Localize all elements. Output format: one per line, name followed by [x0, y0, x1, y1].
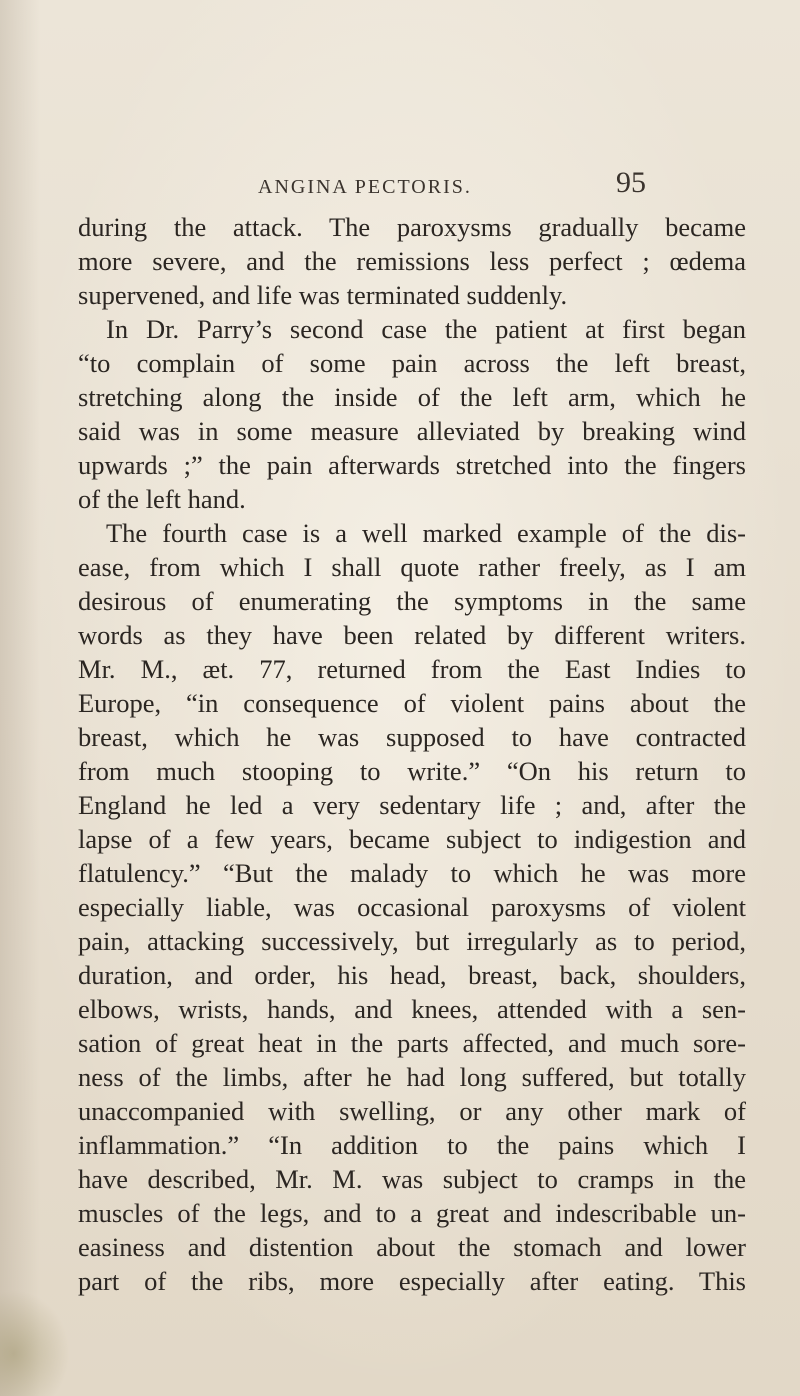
text-line: upwards ;” the pain afterwards stretched into the fingers: [78, 450, 746, 480]
text-line: elbows, wrists, hands, and knees, attended with a sen-: [78, 994, 746, 1024]
page-edge-shadow: [0, 0, 40, 1396]
text-line: during the attack. The paroxysms gradually became: [78, 212, 746, 242]
text-line: especially liable, was occasional paroxysms of violent: [78, 892, 746, 922]
text-line: of the left hand.: [78, 484, 246, 514]
running-head: ANGINA PECTORIS.: [258, 176, 472, 198]
text-line: Mr. M., æt. 77, returned from the East Indies to: [78, 654, 746, 684]
text-line: In Dr. Parry’s second case the patient at first began: [106, 314, 746, 344]
text-line: breast, which he was supposed to have contracted: [78, 722, 746, 752]
text-line: lapse of a few years, became subject to indigestion and: [78, 824, 746, 854]
text-line: stretching along the inside of the left arm, which he: [78, 382, 746, 412]
text-line: ness of the limbs, after he had long suffered, but totally: [78, 1062, 746, 1092]
text-line: have described, Mr. M. was subject to cramps in the: [78, 1164, 746, 1194]
text-line: words as they have been related by different writers.: [78, 620, 746, 650]
text-line: desirous of enumerating the symptoms in the same: [78, 586, 746, 616]
text-line: easiness and distention about the stomach and lower: [78, 1232, 746, 1262]
text-line: sation of great heat in the parts affected, and much sore-: [78, 1028, 746, 1058]
text-line: said was in some measure alleviated by breaking wind: [78, 416, 746, 446]
text-line: ease, from which I shall quote rather freely, as I am: [78, 552, 746, 582]
text-line: England he led a very sedentary life ; and, after the: [78, 790, 746, 820]
text-line: pain, attacking successively, but irregularly as to period,: [78, 926, 746, 956]
text-line: “to complain of some pain across the left breast,: [78, 348, 746, 378]
text-line: more severe, and the remissions less perfect ; œdema: [78, 246, 746, 276]
text-line: supervened, and life was terminated suddenly.: [78, 280, 568, 310]
text-line: flatulency.” “But the malady to which he was more: [78, 858, 746, 888]
body-text: [78, 210, 746, 1298]
corner-stain: [0, 1290, 70, 1396]
text-line: from much stooping to write.” “On his return to: [78, 756, 746, 786]
text-line: part of the ribs, more especially after eating. This: [78, 1266, 746, 1296]
text-line: Europe, “in consequence of violent pains about the: [78, 688, 746, 718]
text-line: unaccompanied with swelling, or any other mark of: [78, 1096, 746, 1126]
text-line: muscles of the legs, and to a great and indescribable un-: [78, 1198, 746, 1228]
page-header: [258, 168, 658, 204]
page-number: 95: [616, 166, 646, 199]
text-line: The fourth case is a well marked example of the dis-: [106, 518, 746, 548]
text-line: inflammation.” “In addition to the pains which I: [78, 1130, 746, 1160]
text-line: duration, and order, his head, breast, back, shoulders,: [78, 960, 746, 990]
